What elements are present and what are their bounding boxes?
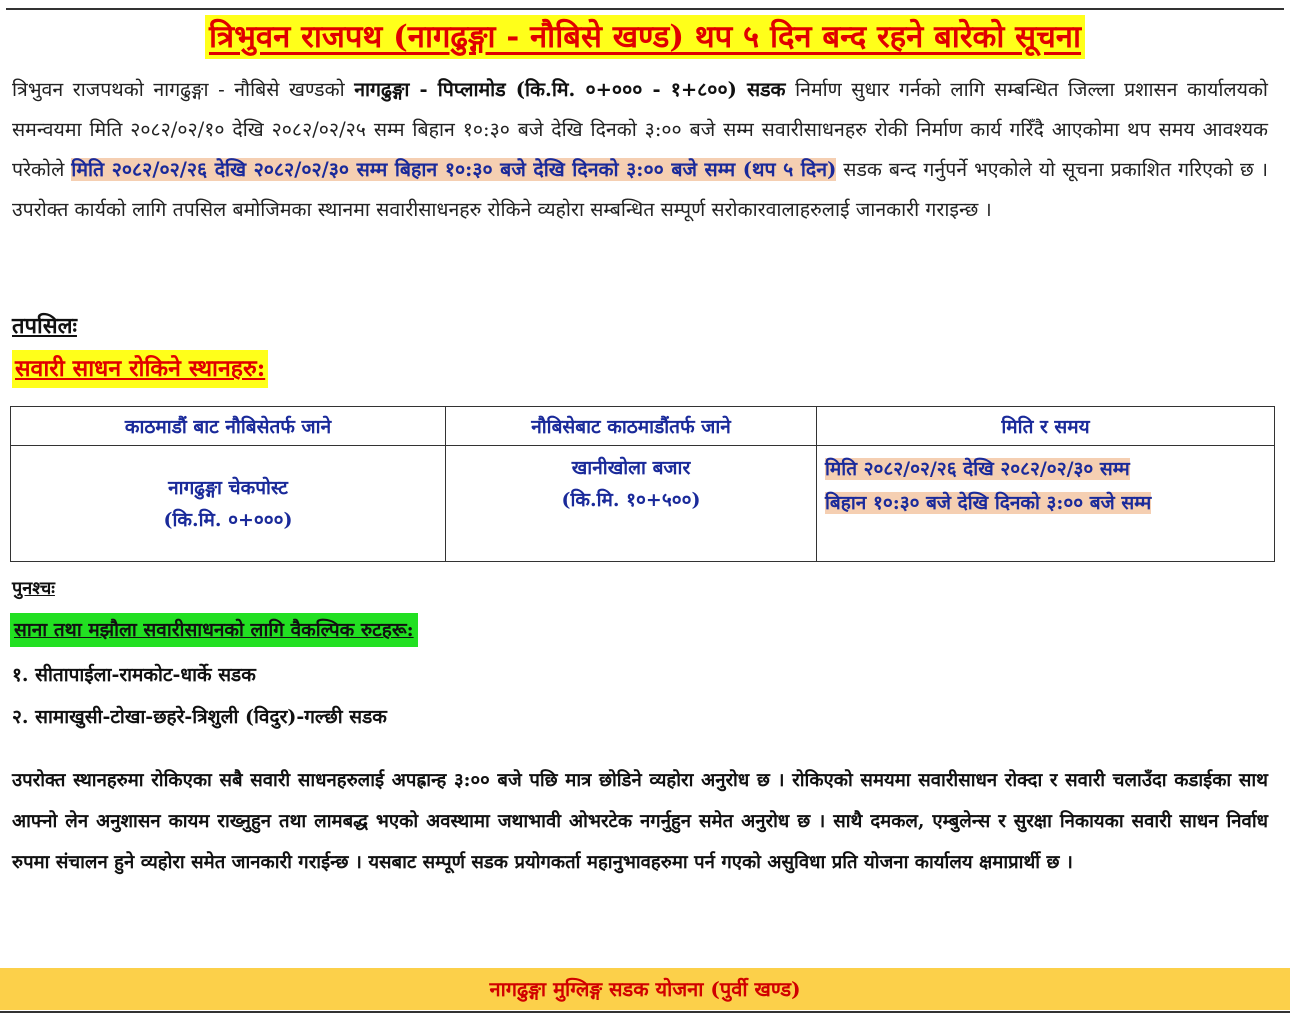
stops-heading: सवारी साधन रोकिने स्थानहरु:	[12, 350, 268, 388]
punash-heading: पुनश्चः	[12, 578, 55, 599]
top-rule	[6, 8, 1284, 10]
intro-text-1: त्रिभुवन राजपथको नागढुङ्गा - नौबिसे खण्डको	[12, 78, 355, 101]
date-time-cell	[817, 446, 1275, 562]
intro-text-3: सडक बन्द गर्नुपर्ने भएकोले यो सूचना प्रकाशित गरिएको छ । उपरोक्त कार्यको लागि तपसिल बमोजिमका स्थानमा सवारीसाधनहरु रोकिने व्यहोरा सम्बन्धित सम्पूर्ण सरोकारवालाहरुलाई जानकारी गराइन्छ ।	[12, 158, 1269, 221]
list-item: २. सामाखुसी-टोखा-छहरे-त्रिशुली (विदुर)-गल्छी सडक	[12, 706, 387, 728]
header-date-time: मिति र समय	[817, 407, 1275, 446]
tapasil-heading: तपसिलः	[12, 313, 77, 339]
stop-khanikhola-km: (कि.मि. १०+५००)	[561, 489, 701, 511]
intro-paragraph	[12, 70, 1268, 230]
list-item: १. सीतापाईला-रामकोट-धार्के सडक	[12, 664, 256, 686]
stop-nagdhunga-cell	[11, 446, 446, 562]
alt-routes-title: साना तथा मझौला सवारीसाधनको लागि वैकल्पिक रुटहरू:	[10, 613, 418, 647]
stop-nagdhunga-name: नागढुङ्गा चेकपोस्ट	[168, 476, 288, 499]
table-row	[11, 446, 1275, 562]
time-range: बिहान १०:३० बजे देखि दिनको ३:०० बजे सम्म	[825, 492, 1152, 514]
alt-routes-list	[12, 654, 387, 738]
table-header-row	[11, 407, 1275, 446]
notice-title-wrap	[0, 15, 1290, 59]
request-paragraph: उपरोक्त स्थानहरुमा रोकिएका सबै सवारी साधनहरुलाई अपह्रान्ह ३:०० बजे पछि मात्र छोडिने व्यहोरा अनुरोध छ । रोकिएको समयमा सवारीसाधन रोक्दा र सवारी चलाउँदा कडाईका साथ आफ्नो लेन अनुशासन कायम राख्नुहुन तथा लामबद्ध भएको अवस्थामा जथाभावी ओभरटेक नगर्नुहुन समेत अनुरोध छ । साथै दमकल, एम्बुलेन्स र सुरक्षा निकायका सवारी साधन निर्वाध रुपमा संचालन हुने व्यहोरा समेत जानकारी गराईन्छ । यसबाट सम्पूर्ण सडक प्रयोगकर्ता महानुभावहरुमा पर्न गएको असुविधा प्रति योजना कार्यालय क्षमाप्रार्थी छ ।	[12, 770, 1268, 873]
header-to-kathmandu: नौबिसेबाट काठमाडौंतर्फ जाने	[446, 407, 817, 446]
stop-nagdhunga-km: (कि.मि. ०+०००)	[163, 508, 293, 531]
notice-title: त्रिभुवन राजपथ (नागढुङ्गा - नौबिसे खण्ड) थप ५ दिन बन्द रहने बारेको सूचना	[205, 15, 1085, 59]
date-range: मिति २०८२/०२/२६ देखि २०८२/०२/३० सम्म	[825, 458, 1130, 480]
intro-road-section: नागढुङ्गा - पिप्लामोड (कि.मि. ०+००० - १+८००) सडक	[354, 78, 786, 101]
bottom-rule	[0, 1011, 1290, 1013]
footer-banner: नागढुङ्गा मुग्लिङ्ग सडक योजना (पुर्वी खण्ड)	[0, 968, 1290, 1010]
intro-text-2: निर्माण सुधार गर्नको लागि सम्बन्धित जिल्ला प्रशासन कार्यालयको समन्वयमा मिति २०८२/०२/१० देखि २०८२/०२/२५ सम्म बिहान १०:३० बजे देखि दिनको ३:०० बजे सम्म सवारीसाधनहरु रोकी निर्माण कार्य गरिँदै आएकोमा थप समय आवश्यक परेकोले	[12, 78, 1268, 181]
closure-date-highlight: मिति २०८२/०२/२६ देखि २०८२/०२/३० सम्म बिहान १०:३० बजे देखि दिनको ३:०० बजे सम्म (थप ५ दिन)	[71, 158, 837, 181]
stop-khanikhola-cell	[446, 446, 817, 562]
schedule-table	[10, 406, 1275, 562]
stop-khanikhola-name: खानीखोला बजार	[571, 457, 691, 479]
header-to-naubise: काठमाडौं बाट नौबिसेतर्फ जाने	[11, 407, 446, 446]
